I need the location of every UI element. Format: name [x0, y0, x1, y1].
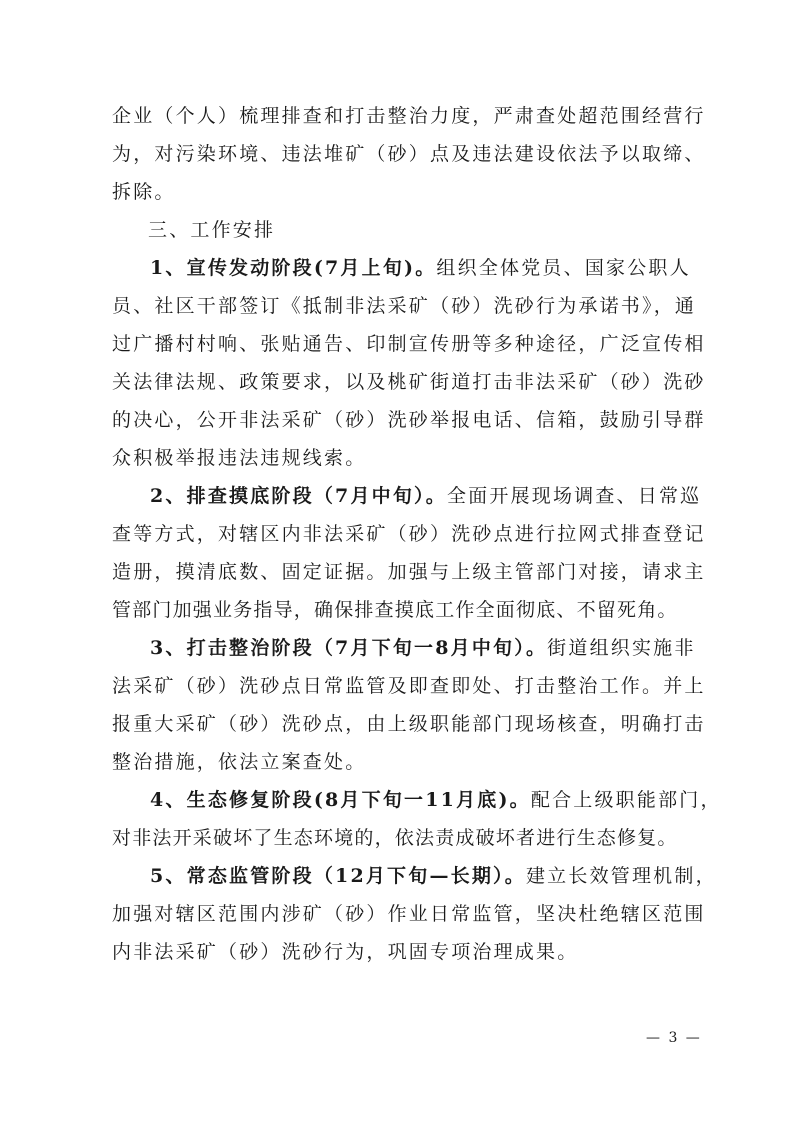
paragraph-line: 的决心，公开非法采矿（砂）洗砂举报电话、信箱，鼓励引导群: [112, 409, 706, 431]
paragraph-line: 过广播村村响、张贴通告、印制宣传册等多种途径，广泛宣传相: [112, 333, 706, 355]
step-1-text: 组织全体党员、国家公职人: [436, 257, 691, 279]
paragraph-line: 整治措施，依法立案查处。: [112, 751, 367, 773]
paragraph-line: 加强对辖区范围内涉矿（砂）作业日常监管，坚决杜绝辖区范围: [112, 903, 706, 925]
step-4-first-line: [112, 781, 722, 819]
paragraph-line: 众积极举报违法违规线索。: [112, 447, 367, 469]
step-1-title: 1、宣传发动阶段(7月上旬)。: [150, 257, 437, 279]
step-5-text: 建立长效管理机制，: [525, 865, 717, 887]
paragraph-line: 内非法采矿（砂）洗砂行为，巩固专项治理成果。: [112, 941, 579, 963]
paragraph-line: 报重大采矿（砂）洗砂点，由上级职能部门现场核查，明确打击: [112, 713, 706, 735]
page-number: — 3 —: [646, 1030, 702, 1046]
paragraph-line: 关法律法规、政策要求，以及桃矿街道打击非法采矿（砂）洗砂: [112, 371, 706, 393]
step-5-title: 5、常态监管阶段（12月下旬—长期）。: [150, 865, 526, 887]
paragraph-line: 管部门加强业务指导，确保排查摸底工作全面彻底、不留死角。: [112, 599, 678, 621]
step-5-first-line: [112, 857, 717, 895]
paragraph-line: 查等方式，对辖区内非法采矿（砂）洗砂点进行拉网式排查登记: [112, 523, 706, 545]
paragraph-line: 对非法开采破坏了生态环境的，依法责成破坏者进行生态修复。: [112, 827, 678, 849]
paragraph-line: 为，对污染环境、违法堆矿（砂）点及违法建设依法予以取缔、: [112, 143, 706, 165]
step-1-first-line: [112, 249, 704, 287]
paragraph-line: 员、社区干部签订《抵制非法采矿（砂）洗砂行为承诺书》，通: [112, 295, 697, 317]
step-2-first-line: [112, 477, 704, 515]
step-3-title: 3、打击整治阶段（7月下旬一8月中旬）。: [150, 637, 548, 659]
section-heading: 三、工作安排: [148, 219, 276, 241]
paragraph-line: 拆除。: [112, 181, 176, 203]
step-3-first-line: [112, 629, 704, 667]
step-2-title: 2、排查摸底阶段（7月中旬）。: [150, 485, 447, 507]
document-body: [112, 97, 722, 971]
step-2-text: 全面开展现场调查、日常巡: [446, 485, 702, 507]
step-3-text: 街道组织实施非: [547, 637, 696, 659]
paragraph-line: 企业（个人）梳理排查和打击整治力度，严肃查处超范围经营行: [112, 105, 706, 127]
step-4-title: 4、生态修复阶段(8月下旬一11月底)。: [150, 789, 531, 811]
paragraph-line: 法采矿（砂）洗砂点日常监管及即查即处、打击整治工作。并上: [112, 675, 706, 697]
step-4-text: 配合上级职能部门，: [530, 789, 722, 811]
paragraph-line: 造册，摸清底数、固定证据。加强与上级主管部门对接，请求主: [112, 561, 706, 583]
